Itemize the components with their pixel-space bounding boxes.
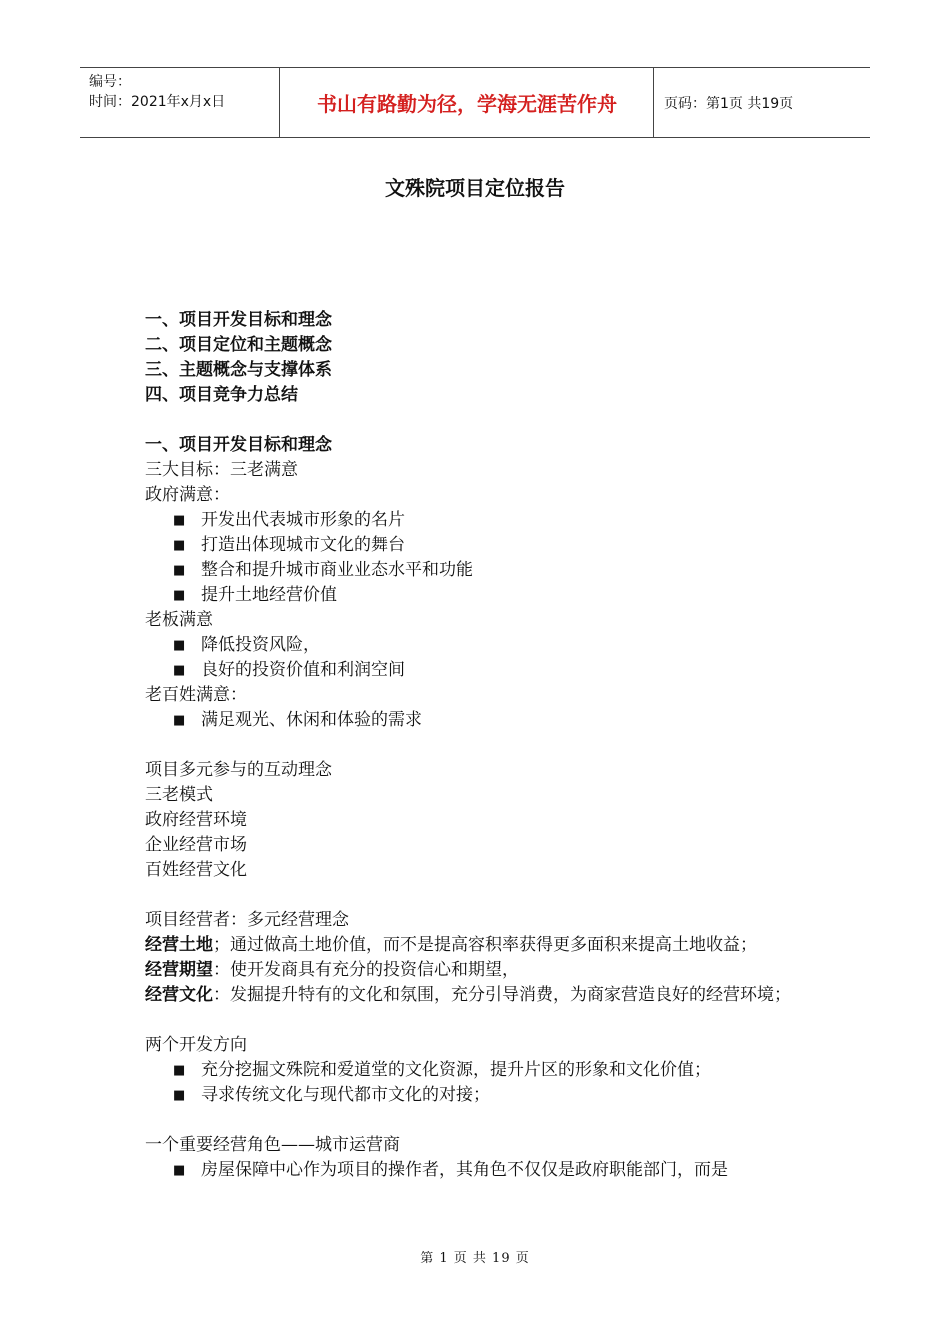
op-item <box>145 933 815 958</box>
table-of-contents <box>145 308 815 408</box>
op-text: ：发掘提升特有的文化和氛围，充分引导消费，为商家营造良好的经营环境； <box>213 985 791 1005</box>
document-header <box>80 67 870 138</box>
boss-label: 老板满意 <box>145 610 213 630</box>
operator-line: 项目经营者：多元经营理念 <box>145 910 349 930</box>
directions-label: 两个开发方向 <box>145 1035 247 1055</box>
list-item: ■ 满足观光、休闲和体验的需求 <box>145 708 815 733</box>
toc-item: 二、项目定位和主题概念 <box>145 335 332 355</box>
paragraph-line: 三老模式 <box>145 785 213 805</box>
op-keyword: 经营文化 <box>145 985 213 1005</box>
op-keyword: 经营期望 <box>145 960 213 980</box>
page-footer: 第 1 页 共 19 页 <box>420 1251 530 1266</box>
op-keyword: 经营土地 <box>145 935 213 955</box>
op-item <box>145 958 815 983</box>
list-item: ■ 提升土地经营价值 <box>145 583 815 608</box>
header-page-info: 页码：第1页 共19页 <box>664 95 794 112</box>
list-item: ■ 打造出体现城市文化的舞台 <box>145 533 815 558</box>
code-label: 编号： <box>89 74 131 90</box>
header-motto: 书山有路勤为径，学海无涯苦作舟 <box>281 68 654 137</box>
list-item: ■ 降低投资风险， <box>145 633 815 658</box>
op-text: ：使开发商具有充分的投资信心和期望， <box>213 960 519 980</box>
paragraph-line: 百姓经营文化 <box>145 860 247 880</box>
op-text: ；通过做高土地价值，而不是提高容积率获得更多面积来提高土地收益； <box>213 935 757 955</box>
op-item <box>145 983 815 1008</box>
list-item: ■ 房屋保障中心作为项目的操作者，其角色不仅仅是政府职能部门，而是 <box>145 1158 815 1183</box>
list-item: ■ 开发出代表城市形象的名片 <box>145 508 815 533</box>
time-label: 时间：2021年x月x日 <box>89 94 226 110</box>
list-item: ■ 寻求传统文化与现代都市文化的对接； <box>145 1083 815 1108</box>
header-meta <box>80 68 280 137</box>
paragraph-line: 项目多元参与的互动理念 <box>145 760 332 780</box>
section-heading: 一、项目开发目标和理念 <box>145 435 332 455</box>
document-body <box>145 308 815 1183</box>
people-label: 老百姓满意： <box>145 685 247 705</box>
paragraph-line: 企业经营市场 <box>145 835 247 855</box>
list-item: ■ 整合和提升城市商业业态水平和功能 <box>145 558 815 583</box>
gov-label: 政府满意： <box>145 485 230 505</box>
list-item: ■ 良好的投资价值和利润空间 <box>145 658 815 683</box>
toc-item: 四、项目竞争力总结 <box>145 385 298 405</box>
goals-line: 三大目标：三老满意 <box>145 460 298 480</box>
paragraph-line: 政府经营环境 <box>145 810 247 830</box>
toc-item: 三、主题概念与支撑体系 <box>145 360 332 380</box>
role-label: 一个重要经营角色——城市运营商 <box>145 1135 400 1155</box>
list-item: ■ 充分挖掘文殊院和爱道堂的文化资源，提升片区的形象和文化价值； <box>145 1058 815 1083</box>
document-title: 文殊院项目定位报告 <box>385 176 565 200</box>
toc-item: 一、项目开发目标和理念 <box>145 310 332 330</box>
